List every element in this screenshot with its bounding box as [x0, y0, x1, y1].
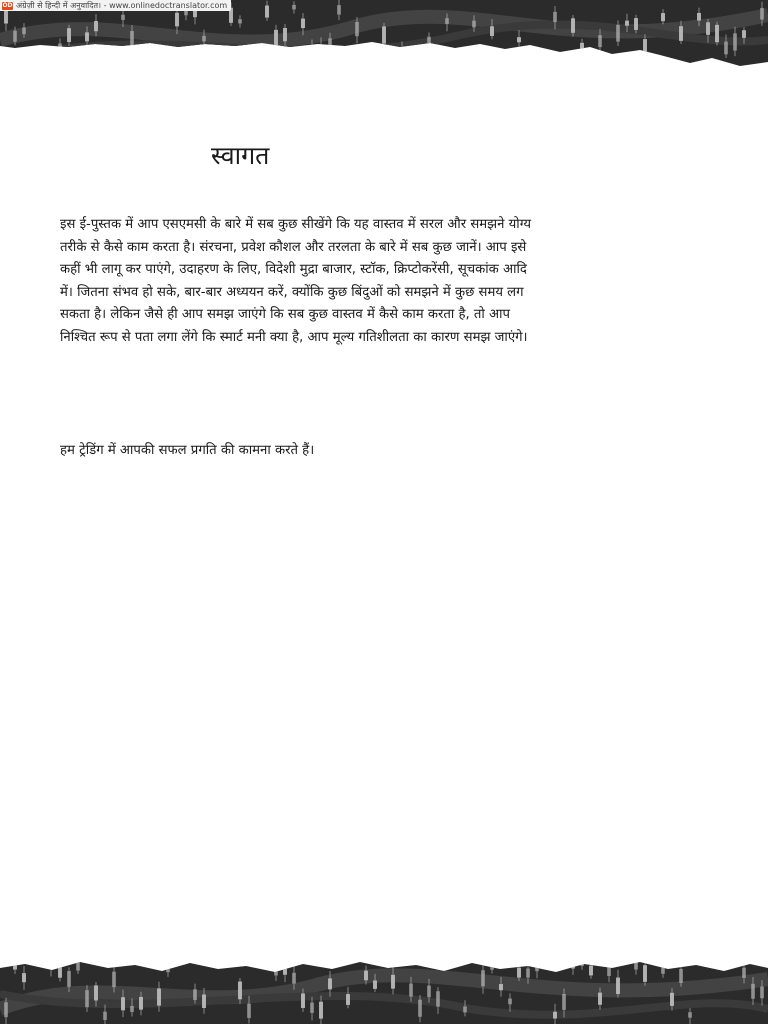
candle-body	[13, 31, 17, 42]
candle-body	[328, 978, 332, 989]
candle-body	[166, 959, 170, 972]
candle-body	[580, 960, 584, 966]
candle-body	[310, 1003, 314, 1013]
candle-body	[697, 13, 701, 21]
candle-body	[463, 1006, 467, 1012]
candle-body	[22, 28, 26, 35]
candle-body	[292, 973, 296, 984]
candle-body	[526, 969, 530, 978]
candle-body	[265, 6, 269, 18]
candle-body	[274, 30, 278, 47]
candle-body	[67, 28, 71, 42]
candle-body	[481, 970, 485, 986]
closing-line: हम ट्रेडिंग में आपकी सफल प्रगति की कामना करते हैं।	[60, 443, 315, 458]
candle-body	[625, 21, 629, 26]
candle-body	[580, 43, 584, 55]
candle-body	[607, 958, 611, 976]
candle-body	[328, 38, 332, 52]
candle-body	[724, 42, 728, 55]
candle-body	[553, 1012, 557, 1019]
candle-body	[139, 997, 143, 1010]
candle-body	[760, 8, 764, 20]
candle-body	[679, 969, 683, 983]
candle-body	[121, 997, 125, 1010]
candle-body	[616, 25, 620, 42]
candle-body	[94, 21, 98, 31]
candle-body	[499, 984, 503, 990]
candle-body	[589, 966, 593, 976]
candle-body	[13, 961, 17, 969]
candle-body	[418, 1000, 422, 1017]
candle-body	[616, 978, 620, 995]
candle-body	[337, 5, 341, 14]
bottom-banner-graphic	[0, 954, 768, 1024]
paragraph-line: तरीके से कैसे काम करता है। संरचना, प्रवेश कौशल और तरलता के बारे में सब कुछ जानें। आप इसे	[60, 239, 527, 255]
candle-body	[58, 960, 62, 977]
candle-body	[202, 36, 206, 41]
candle-body	[598, 993, 602, 1005]
candle-body	[670, 993, 674, 1006]
paragraph-line: कहीं भी लागू कर पाएंगे, उदाहरण के लिए, विदेशी मुद्रा बाजार, स्टॉक, क्रिप्टोकरेंसी, सूचकांक आदि	[60, 262, 527, 278]
candle-body	[571, 959, 575, 968]
candle-body	[472, 21, 476, 28]
candle-body	[643, 965, 647, 982]
candle-body	[427, 986, 431, 998]
candle-body	[346, 994, 350, 1005]
candle-body	[247, 1004, 251, 1018]
candle-body	[490, 963, 494, 970]
candle-body	[391, 975, 395, 989]
candle-body	[319, 1002, 323, 1019]
candle-body	[751, 984, 755, 999]
candle-body	[445, 18, 449, 24]
candle-body	[400, 49, 404, 57]
bottom-chart-banner	[0, 954, 768, 1024]
candle-body	[175, 13, 179, 27]
candle-body	[436, 991, 440, 1006]
candle-body	[67, 971, 71, 987]
candle-body	[319, 45, 323, 55]
translator-note[interactable]	[0, 0, 231, 11]
candle-body	[571, 18, 575, 33]
candle-body	[643, 39, 647, 53]
candle-body	[310, 46, 314, 51]
candle-body	[85, 32, 89, 41]
candle-body	[733, 33, 737, 50]
candle-body	[355, 22, 359, 36]
candle-body	[535, 963, 539, 971]
candle-body	[4, 1002, 8, 1017]
candle-body	[94, 985, 98, 1000]
paragraph-line: निश्चित रूप से पता लगा लेंगे कि स्मार्ट मनी क्या है, आप मूल्य गतिशीलता का कारण समझ जाएंगे।	[60, 329, 528, 345]
candle-body	[22, 973, 26, 982]
candle-body	[742, 30, 746, 38]
candle-body	[58, 44, 62, 51]
candle-body	[49, 960, 53, 969]
translator-note-text: अंग्रेज़ी से हिन्दी में अनुवादित। - www.onlinedoctranslator.com	[16, 1, 228, 10]
candle-body	[517, 968, 521, 978]
candle-body	[715, 25, 719, 42]
closing-paragraph	[60, 440, 720, 463]
candle-body	[238, 982, 242, 1000]
candle-body	[301, 993, 305, 1008]
candle-body	[760, 987, 764, 999]
candle-body	[661, 962, 665, 974]
candle-body	[634, 18, 638, 30]
candle-body	[688, 1012, 692, 1017]
candle-body	[292, 5, 296, 9]
candle-body	[130, 31, 134, 46]
candle-body	[742, 968, 746, 978]
candle-body	[238, 19, 242, 23]
candle-body	[301, 19, 305, 28]
candle-body	[202, 995, 206, 1008]
candle-body	[85, 990, 89, 1007]
paragraph-line: सकता है। लेकिन जैसे ही आप समझ जाएंगे कि सब कुछ वास्तव में कैसे काम करता है, तो आप	[60, 307, 511, 323]
candle-body	[103, 1012, 107, 1020]
candle-body	[553, 12, 557, 22]
intro-paragraph	[60, 214, 720, 350]
candle-body	[121, 15, 125, 20]
candle-body	[76, 961, 80, 970]
candle-body	[220, 52, 224, 58]
top-banner-graphic	[0, 0, 768, 80]
candle-body	[382, 26, 386, 43]
candle-body	[283, 28, 287, 41]
candle-body	[634, 962, 638, 970]
candle-body	[130, 1006, 134, 1012]
candle-body	[508, 998, 512, 1004]
candle-body	[193, 989, 197, 1000]
paragraph-line: इस ई-पुस्तक में आप एसएमसी के बारे में सब कुछ सीखेंगे कि यह वास्तव में सरल और समझने योग्य	[60, 217, 532, 232]
candle-body	[706, 22, 710, 35]
candle-body	[490, 26, 494, 36]
candle-body	[679, 26, 683, 41]
candle-body	[157, 988, 161, 1005]
translator-logo-icon: OD	[2, 1, 13, 9]
candle-body	[373, 980, 377, 988]
page-title: स्वागत	[211, 141, 270, 170]
candle-body	[598, 35, 602, 47]
candle-body	[364, 971, 368, 981]
candle-body	[661, 13, 665, 21]
candle-body	[112, 972, 116, 987]
candle-body	[283, 966, 287, 975]
candle-body	[427, 37, 431, 44]
top-chart-banner	[0, 0, 768, 80]
candle-body	[517, 37, 521, 42]
candle-body	[409, 984, 413, 997]
paragraph-line: में। जितना संभव हो सके, बार-बार अध्ययन करें, क्योंकि कुछ बिंदुओं को समझने में कुछ समय लग	[60, 284, 524, 300]
candle-body	[274, 958, 278, 975]
candle-body	[562, 994, 566, 1010]
